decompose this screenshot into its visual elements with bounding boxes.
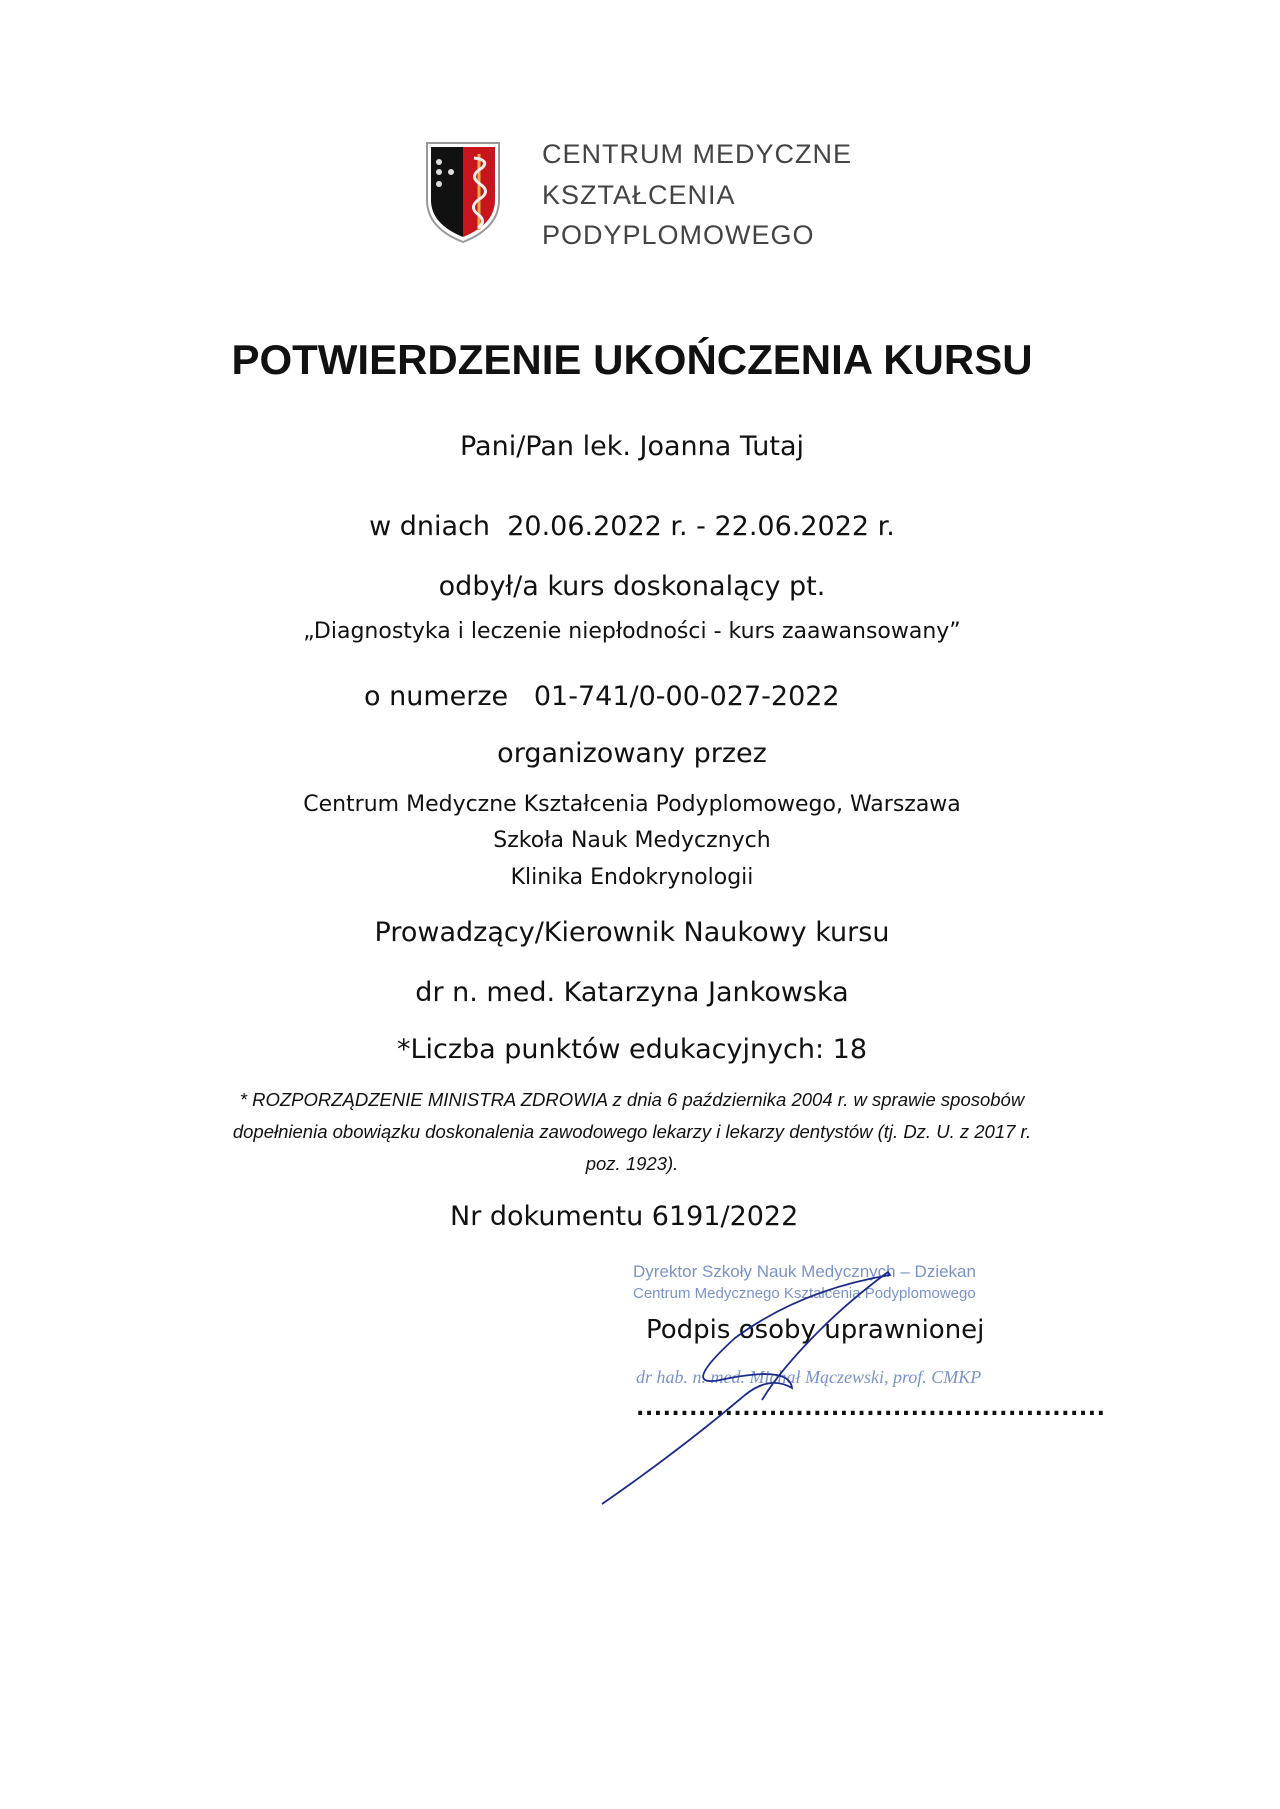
- logo-line-2: KSZTAŁCENIA: [542, 180, 736, 210]
- completed-text: odbył/a kurs doskonalący pt.: [438, 571, 826, 602]
- recipient: Pani/Pan lek. Joanna Tutaj: [459, 431, 805, 462]
- footnote-line: poz. 1923).: [585, 1153, 679, 1174]
- leader-label: Prowadzący/Kierownik Naukowy kursu: [374, 917, 890, 948]
- course-name: „Diagnostyka i leczenie niepłodności - kurs zaawansowany”: [303, 619, 961, 644]
- course-number: o numerze 01-741/0-00-027-2022: [364, 681, 840, 712]
- logo-line-1: CENTRUM MEDYCZNE: [542, 139, 852, 169]
- footnote-line: dopełnienia obowiązku doskonalenia zawodowego lekarzy i lekarzy dentystów (tj. Dz. U. z 2017 r.: [232, 1121, 1032, 1142]
- stamp-name: dr hab. n. med. Michał Mączewski, prof. CMKP: [636, 1367, 982, 1387]
- signature-label: Podpis osoby uprawnionej: [646, 1315, 985, 1345]
- leader-name: dr n. med. Katarzyna Jankowska: [415, 977, 849, 1008]
- logo-line-3: PODYPLOMOWEGO: [542, 220, 815, 250]
- signature-line: .....................................................: [636, 1396, 1106, 1421]
- stamp-line-2: Centrum Medycznego Kształcenia Podyplomowego: [633, 1285, 976, 1302]
- stamp-line-1: Dyrektor Szkoły Nauk Medycznych – Dziekan: [633, 1262, 976, 1281]
- course-dates: w dniach 20.06.2022 r. - 22.06.2022 r.: [369, 511, 895, 542]
- organizer-line: Klinika Endokrynologii: [510, 865, 754, 890]
- document-title: POTWIERDZENIE UKOŃCZENIA KURSU: [231, 336, 1033, 383]
- footnote-line: * ROZPORZĄDZENIE MINISTRA ZDROWIA z dnia 6 października 2004 r. w sprawie sposobów: [239, 1089, 1025, 1110]
- organizer-line: Centrum Medyczne Kształcenia Podyplomowego, Warszawa: [303, 792, 961, 817]
- document-number: Nr dokumentu 6191/2022: [450, 1201, 799, 1232]
- education-points: *Liczba punktów edukacyjnych: 18: [396, 1034, 868, 1065]
- organized-by-label: organizowany przez: [497, 738, 767, 769]
- organizer-line: Szkoła Nauk Medycznych: [493, 828, 771, 853]
